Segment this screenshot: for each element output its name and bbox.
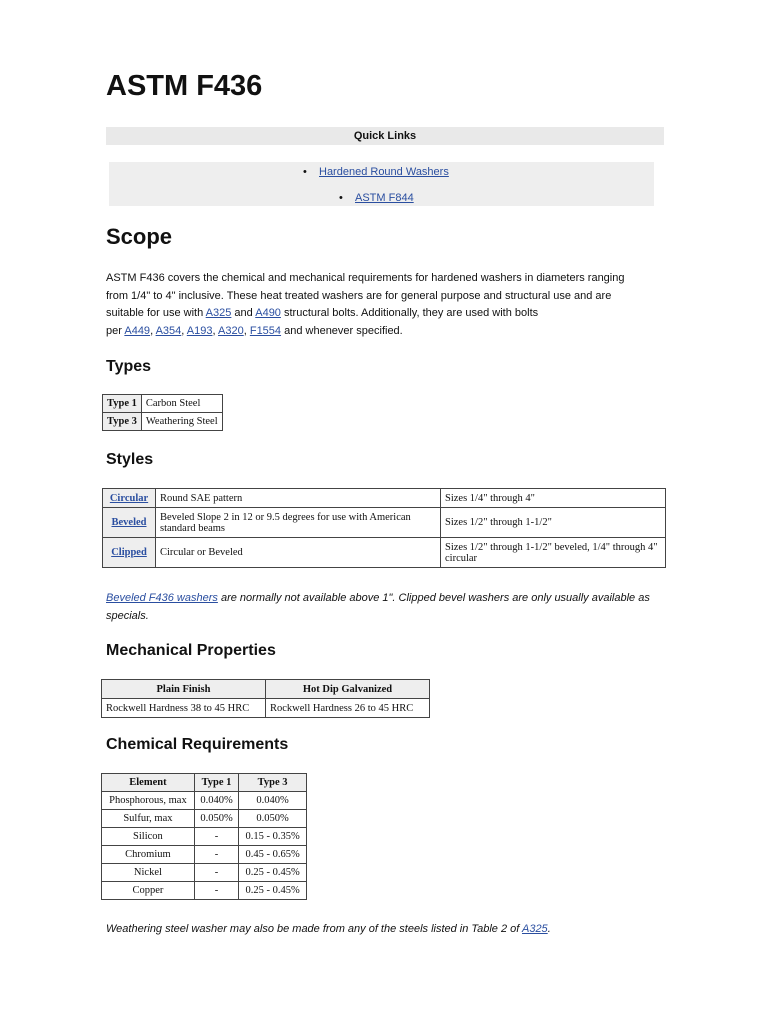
type1-cell: - [194, 828, 238, 846]
style-label-cell [103, 489, 156, 508]
type1-cell: 0.040% [194, 792, 238, 810]
link-beveled[interactable]: Beveled [111, 517, 147, 528]
table-row [103, 538, 666, 568]
column-header: Element [102, 774, 195, 792]
element-cell: Copper [102, 882, 195, 900]
style-label-cell [103, 508, 156, 538]
list-item [339, 192, 414, 204]
scope-text: and [231, 307, 256, 320]
table-row [102, 846, 307, 864]
scope-line: ASTM F436 covers the chemical and mechanical requirements for hardened washers in diameters ranging [106, 272, 625, 284]
link-a193[interactable]: A193 [186, 324, 213, 337]
link-a320[interactable]: A320 [218, 324, 244, 337]
scope-text: and whenever specified. [281, 324, 403, 337]
table-row [103, 508, 666, 538]
separator: , [150, 324, 156, 337]
table-row [102, 810, 307, 828]
type-value: Carbon Steel [141, 395, 222, 413]
table-row [102, 699, 430, 718]
link-a449[interactable]: A449 [124, 324, 151, 337]
mechanical-table [101, 679, 430, 718]
table-row [103, 413, 223, 431]
mechanical-heading: Mechanical Properties [106, 642, 276, 659]
link-a354[interactable]: A354 [155, 324, 182, 337]
link-a325-table[interactable]: A325 [521, 923, 548, 935]
chemical-note [106, 921, 666, 939]
column-header: Hot Dip Galvanized [266, 680, 430, 699]
table-row [102, 864, 307, 882]
type3-cell: 0.25 - 0.45% [239, 864, 307, 882]
link-a490[interactable]: A490 [255, 307, 281, 320]
scope-heading: Scope [106, 224, 173, 249]
table-cell: Rockwell Hardness 26 to 45 HRC [266, 699, 430, 718]
table-row [102, 792, 307, 810]
type1-cell: - [194, 846, 238, 864]
column-header: Type 1 [194, 774, 238, 792]
quick-links-header: Quick Links [106, 127, 664, 145]
scope-line [106, 305, 666, 323]
element-cell: Phosphorous, max [102, 792, 195, 810]
style-description: Round SAE pattern [156, 489, 441, 508]
link-a325[interactable]: A325 [205, 307, 232, 320]
chemical-note-text: Weathering steel washer may also be made from any of the steels listed in Table 2 of [106, 923, 522, 935]
link-circular[interactable]: Circular [109, 492, 149, 504]
separator: , [212, 324, 219, 337]
table-row [102, 828, 307, 846]
scope-line [106, 323, 666, 341]
scope-paragraph [106, 270, 666, 340]
type3-cell: 0.040% [239, 792, 307, 810]
styles-table [102, 488, 666, 568]
table-header-row [102, 774, 307, 792]
table-row [103, 489, 666, 508]
quick-links-list [109, 162, 654, 206]
table-header-row [102, 680, 430, 699]
type1-cell: - [194, 882, 238, 900]
type1-cell: - [194, 864, 238, 882]
element-cell: Sulfur, max [102, 810, 195, 828]
column-header: Plain Finish [102, 680, 266, 699]
table-cell: Rockwell Hardness 38 to 45 HRC [102, 699, 266, 718]
styles-heading: Styles [106, 451, 154, 468]
chemical-heading: Chemical Requirements [106, 736, 289, 753]
scope-text: per [106, 324, 125, 337]
style-sizes: Sizes 1/4" through 4" [441, 489, 666, 508]
scope-line: from 1/4" to 4" inclusive. These heat treated washers are for general purpose and structural use and are [106, 289, 612, 302]
bullet-icon: • [339, 192, 343, 204]
table-row [103, 395, 223, 413]
separator: , [243, 324, 250, 337]
element-cell: Silicon [102, 828, 195, 846]
scope-text: suitable for use with [106, 307, 206, 320]
type-label: Type 1 [103, 395, 142, 413]
element-cell: Nickel [102, 864, 195, 882]
link-hardened-round-washers[interactable]: Hardened Round Washers [319, 166, 449, 178]
table-row [102, 882, 307, 900]
link-f1554[interactable]: F1554 [249, 324, 282, 337]
list-item [303, 166, 449, 178]
type1-cell: 0.050% [194, 810, 238, 828]
type3-cell: 0.050% [239, 810, 307, 828]
column-header: Type 3 [239, 774, 307, 792]
types-heading: Types [106, 358, 152, 375]
style-sizes: Sizes 1/2" through 1-1/2" beveled, 1/4" through 4" circular [441, 538, 666, 568]
element-cell: Chromium [102, 846, 195, 864]
type-label: Type 3 [103, 413, 142, 431]
style-sizes: Sizes 1/2" through 1-1/2" [441, 508, 666, 538]
styles-note-text: are normally not available above 1". Clipped bevel washers are only usually available as specials. [106, 592, 650, 622]
separator: , [181, 324, 187, 337]
type3-cell: 0.15 - 0.35% [239, 828, 307, 846]
chemical-note-end: . [547, 923, 551, 935]
scope-text: structural bolts. Additionally, they are used with bolts [280, 307, 539, 320]
types-table [102, 394, 223, 431]
chemical-table [101, 773, 307, 900]
styles-note [106, 590, 662, 625]
style-label-cell [103, 538, 156, 568]
style-description: Beveled Slope 2 in 12 or 9.5 degrees for use with American standard beams [156, 508, 441, 538]
bullet-icon: • [303, 166, 307, 178]
type3-cell: 0.25 - 0.45% [239, 882, 307, 900]
link-clipped[interactable]: Clipped [111, 547, 147, 558]
style-description: Circular or Beveled [156, 538, 441, 568]
type-value: Weathering Steel [141, 413, 222, 431]
page-title: ASTM F436 [106, 70, 263, 102]
link-astm-f844[interactable]: ASTM F844 [355, 192, 414, 204]
link-beveled-f436-washers[interactable]: Beveled F436 washers [106, 592, 218, 604]
type3-cell: 0.45 - 0.65% [239, 846, 307, 864]
